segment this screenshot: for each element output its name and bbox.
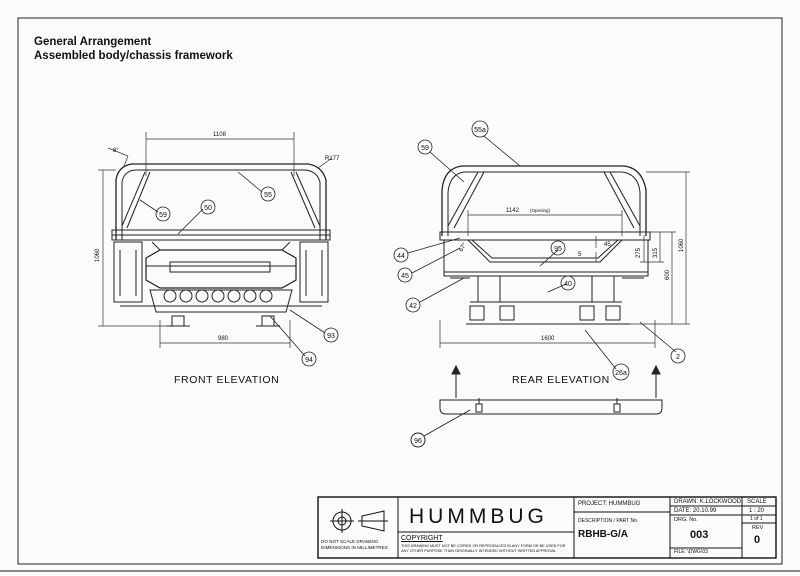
svg-text:59: 59 bbox=[159, 212, 167, 219]
scale-label: SCALE bbox=[747, 499, 767, 505]
rear-dimension-text bbox=[459, 208, 685, 342]
file-path: FILE: \DWG\03 bbox=[674, 549, 708, 555]
svg-text:93: 93 bbox=[327, 333, 335, 340]
revision-value: 0 bbox=[754, 534, 761, 546]
svg-text:50: 50 bbox=[204, 205, 212, 212]
copyright-label: COPYRIGHT bbox=[401, 535, 443, 542]
svg-text:55a: 55a bbox=[474, 127, 486, 134]
rear-angle-dim: 67° bbox=[458, 242, 469, 253]
front-angle-dim: 8° bbox=[113, 148, 119, 154]
revision-label: REV bbox=[752, 525, 764, 531]
rear-elevation-drawing bbox=[440, 166, 650, 324]
rear-height-275: 275 bbox=[636, 247, 642, 258]
drawing-date: DATE: 20.10.99 bbox=[674, 508, 717, 514]
sheet-count: 1 of 1 bbox=[750, 516, 763, 522]
part-number: RBHB-G/A bbox=[578, 529, 628, 540]
rear-small-5: 5 bbox=[578, 252, 582, 258]
front-radius-dim: R177 bbox=[325, 156, 340, 162]
svg-text:94: 94 bbox=[305, 357, 313, 364]
svg-text:59: 59 bbox=[421, 145, 429, 152]
front-base-width-dim: 980 bbox=[218, 336, 229, 342]
rear-base-width-dim: 1600 bbox=[541, 336, 555, 342]
project-name: PROJECT: HUMMBUG bbox=[578, 501, 641, 507]
svg-text:26a: 26a bbox=[615, 370, 627, 377]
rear-height-315: 315 bbox=[653, 247, 659, 258]
scale-value: 1 : 20 bbox=[749, 508, 765, 514]
svg-text:2: 2 bbox=[676, 354, 680, 361]
copyright-text: THIS DRAWING MUST NOT BE COPIED OR REPRODUCED IN ANY FORM OR BE USED FOR ANY OTHER PURPOSE THAN ORIGINALLY INTENDED WITHOUT WRITTEN APPROVAL bbox=[401, 544, 566, 553]
front-height-dim: 1060 bbox=[95, 248, 101, 262]
svg-text:55: 55 bbox=[264, 192, 272, 199]
description-label: DESCRIPTION / PART No. bbox=[578, 518, 639, 524]
svg-text:45: 45 bbox=[401, 273, 409, 280]
scale-note: DO NOT SCALE DRAWING DIMENSIONS IN MILLIMETRES bbox=[321, 539, 388, 550]
drawn-by: DRAWN: K.LOCKWOOD bbox=[674, 499, 742, 505]
svg-text:95: 95 bbox=[554, 246, 562, 253]
svg-text:96: 96 bbox=[414, 438, 422, 445]
svg-text:42: 42 bbox=[409, 303, 417, 310]
drawing-subtitle: Assembled body/chassis framework bbox=[34, 50, 233, 62]
svg-text:40: 40 bbox=[564, 281, 572, 288]
drawing-number-label: DRG. No. bbox=[674, 517, 698, 523]
company-logo-text: HUMMBUG bbox=[409, 505, 548, 528]
drawing-title: General Arrangement bbox=[34, 36, 152, 48]
rear-small-45: 45 bbox=[604, 242, 611, 248]
front-elevation-drawing bbox=[112, 164, 330, 326]
sheet-border bbox=[18, 18, 782, 564]
svg-text:44: 44 bbox=[397, 253, 405, 260]
front-top-width-dim: 1108 bbox=[213, 132, 226, 138]
rear-inner-note: (Opening) bbox=[530, 208, 551, 213]
rear-dimension-lines bbox=[440, 172, 690, 348]
rear-inner-width-dim: 1142 bbox=[506, 208, 519, 214]
rear-height-600: 600 bbox=[665, 269, 671, 280]
rear-elevation-label: REAR ELEVATION bbox=[512, 374, 610, 386]
drawing-number: 003 bbox=[690, 529, 709, 541]
rear-height-1060: 1060 bbox=[679, 238, 685, 252]
front-elevation-label: FRONT ELEVATION bbox=[174, 374, 280, 386]
